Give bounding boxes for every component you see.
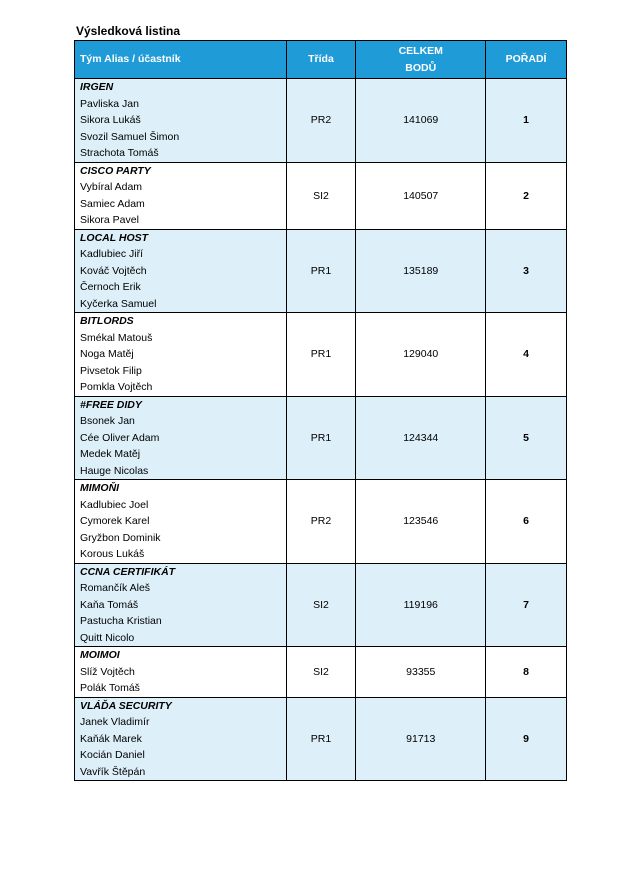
- team-member: Kaňa Tomáš: [80, 598, 139, 611]
- column-header-team: Tým Alias / účastník: [75, 41, 287, 79]
- team-member: Medek Matěj: [80, 448, 141, 460]
- team-cell: [75, 313, 287, 397]
- team-member: Pastucha Kristian: [80, 615, 162, 627]
- team-member: Cymorek Karel: [80, 515, 150, 527]
- team-member: Quitt Nicolo: [80, 631, 135, 644]
- class-cell: PR1: [286, 697, 356, 781]
- team-member: Vybíral Adam: [80, 181, 143, 193]
- table-header-row: [75, 41, 567, 79]
- team-member: Sikora Pavel: [80, 214, 139, 226]
- team-member: Janek Vladimír: [80, 716, 150, 728]
- class-cell: PR1: [286, 229, 356, 313]
- column-header-points-line1: CELKEM: [398, 44, 443, 57]
- rank-cell: 8: [486, 647, 567, 698]
- column-header-points: [356, 41, 486, 79]
- team-member: Romančík Aleš: [80, 582, 151, 594]
- team-member: Kadlubiec Jiří: [80, 248, 144, 260]
- team-member: Sikora Lukáš: [80, 114, 141, 126]
- points-cell: 124344: [356, 396, 486, 480]
- rank-cell: 2: [486, 162, 567, 229]
- team-cell: [75, 79, 287, 163]
- team-cell: [75, 162, 287, 229]
- team-member: Kaňák Marek: [80, 732, 142, 745]
- class-cell: PR2: [286, 79, 356, 163]
- team-member: Slíž Vojtěch: [80, 665, 135, 678]
- rank-cell: 5: [486, 396, 567, 480]
- team-member: Smékal Matouš: [80, 331, 153, 344]
- rank-cell: 6: [486, 480, 567, 564]
- results-table: [74, 40, 567, 781]
- table-row: [75, 647, 567, 698]
- table-row: [75, 229, 567, 313]
- rank-cell: 3: [486, 229, 567, 313]
- team-member: Svozil Samuel Šimon: [80, 130, 180, 143]
- points-cell: 93355: [356, 647, 486, 698]
- team-member: Pomkla Vojtěch: [80, 381, 153, 393]
- team-cell: [75, 563, 287, 647]
- points-cell: 129040: [356, 313, 486, 397]
- team-member: Noga Matěj: [80, 348, 134, 360]
- team-name: CISCO PARTY: [80, 164, 151, 177]
- team-name: LOCAL HOST: [80, 231, 149, 244]
- team-member: Cée Oliver Adam: [80, 431, 160, 444]
- column-header-rank: POŘADÍ: [486, 41, 567, 79]
- class-cell: SI2: [286, 563, 356, 647]
- table-row: [75, 79, 567, 163]
- team-member: Bsonek Jan: [80, 415, 135, 427]
- team-cell: [75, 480, 287, 564]
- team-member: Samiec Adam: [80, 197, 145, 210]
- team-cell: [75, 697, 287, 781]
- team-name: VLÁĎA SECURITY: [80, 699, 172, 712]
- team-member: Kocián Daniel: [80, 749, 145, 761]
- class-cell: SI2: [286, 162, 356, 229]
- class-cell: PR1: [286, 313, 356, 397]
- team-member: Kováč Vojtěch: [80, 264, 147, 277]
- rank-cell: 4: [486, 313, 567, 397]
- team-name: MOIMOI: [80, 649, 120, 661]
- team-member: Gryžbon Dominik: [80, 531, 161, 544]
- column-header-class: Třída: [286, 41, 356, 79]
- points-cell: 119196: [356, 563, 486, 647]
- table-row: [75, 480, 567, 564]
- column-header-points-line2: BODŮ: [405, 61, 437, 74]
- table-row: [75, 396, 567, 480]
- team-cell: [75, 396, 287, 480]
- team-name: IRGEN: [80, 81, 114, 93]
- team-member: Kyčerka Samuel: [80, 297, 157, 310]
- team-member: Hauge Nicolas: [80, 464, 149, 477]
- points-cell: 123546: [356, 480, 486, 564]
- table-row: [75, 313, 567, 397]
- team-member: Černoch Erik: [80, 281, 141, 293]
- points-cell: 141069: [356, 79, 486, 163]
- class-cell: PR2: [286, 480, 356, 564]
- rank-cell: 9: [486, 697, 567, 781]
- team-name: MIMOŇI: [80, 482, 120, 494]
- team-name: #FREE DIDY: [80, 398, 142, 411]
- table-row: [75, 697, 567, 781]
- rank-cell: 1: [486, 79, 567, 163]
- class-cell: SI2: [286, 647, 356, 698]
- table-row: [75, 563, 567, 647]
- team-member: Pavliska Jan: [80, 97, 139, 110]
- team-member: Pivsetok Filip: [80, 364, 142, 377]
- team-member: Vavřík Štěpán: [80, 765, 146, 778]
- page-title: Výsledková listina: [76, 24, 181, 38]
- points-cell: 140507: [356, 162, 486, 229]
- rank-cell: 7: [486, 563, 567, 647]
- table-row: [75, 162, 567, 229]
- team-name: CCNA CERTIFIKÁT: [80, 565, 176, 578]
- points-cell: 91713: [356, 697, 486, 781]
- points-cell: 135189: [356, 229, 486, 313]
- team-member: Strachota Tomáš: [80, 147, 159, 159]
- team-member: Korous Lukáš: [80, 548, 145, 560]
- team-cell: [75, 647, 287, 698]
- class-cell: PR1: [286, 396, 356, 480]
- team-member: Kadlubiec Joel: [80, 498, 149, 511]
- team-member: Polák Tomáš: [80, 682, 140, 694]
- team-cell: [75, 229, 287, 313]
- team-name: BITLORDS: [80, 315, 134, 327]
